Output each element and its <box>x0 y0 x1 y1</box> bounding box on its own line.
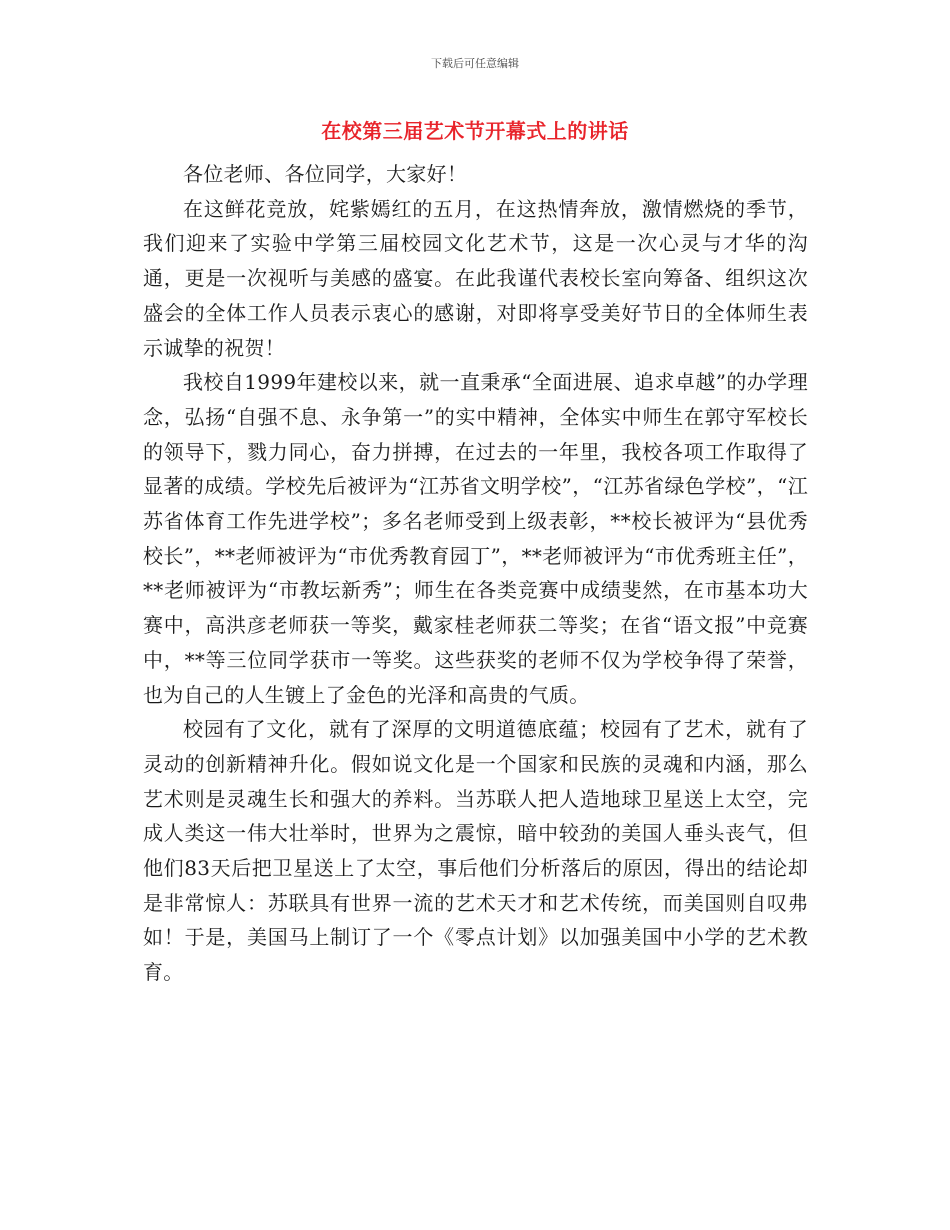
header-note: 下载后可任意编辑 <box>431 57 519 70</box>
speech-body <box>143 157 808 990</box>
paragraph-culture-art: 校园有了文化，就有了深厚的文明道德底蕴；校园有了艺术，就有了灵动的创新精神升化。假如说文化是一个国家和民族的灵魂和内涵，那么艺术则是灵魂生长和强大的养料。当苏联人把人造地球卫星送上太空，完成人类这一伟大壮举时，世界为之震惊，暗中较劲的美国人垂头丧气，但他们83天后把卫星送上了太空，事后他们分析落后的原因，得出的结论却是非常惊人：苏联具有世界一流的艺术天才和艺术传统，而美国则自叹弗如！于是，美国马上制订了一个《零点计划》以加强美国中小学的艺术教育。 <box>143 717 808 985</box>
paragraph-greeting: 各位老师、各位同学，大家好！ <box>183 162 468 186</box>
paragraph-achievements: 我校自1999年建校以来，就一直秉承“全面进展、追求卓越”的办学理念，弘扬“自强不息、永争第一”的实中精神，全体实中师生在郭守军校长的领导下，戮力同心，奋力拼搏，在过去的一年里，我校各项工作取得了显著的成绩。学校先后被评为“江苏省文明学校”，“江苏省绿色学校”，“江苏省体育工作先进学校”；多名老师受到上级表彰，**校长被评为“县优秀校长”，**老师被评为“市优秀教育园丁”，**老师被评为“市优秀班主任”，**老师被评为“市教坛新秀”；师生在各类竞赛中成绩斐然，在市基本功大赛中，高洪彦老师获一等奖，戴家桂老师获二等奖；在省“语文报”中竞赛中，**等三位同学获市一等奖。这些获奖的老师不仅为学校争得了荣誉，也为自己的人生镀上了金色的光泽和高贵的气质。 <box>143 370 808 707</box>
paragraph-opening: 在这鲜花竞放，姹紫嫣红的五月，在这热情奔放，激情燃烧的季节，我们迎来了实验中学第三届校园文化艺术节，这是一次心灵与才华的沟通，更是一次视听与美感的盛宴。在此我谨代表校长室向筹备、组织这次盛会的全体工作人员表示衷心的感谢，对即将享受美好节日的全体师生表示诚挚的祝贺！ <box>143 196 808 360</box>
page-title: 在校第三届艺术节开幕式上的讲话 <box>321 119 629 143</box>
